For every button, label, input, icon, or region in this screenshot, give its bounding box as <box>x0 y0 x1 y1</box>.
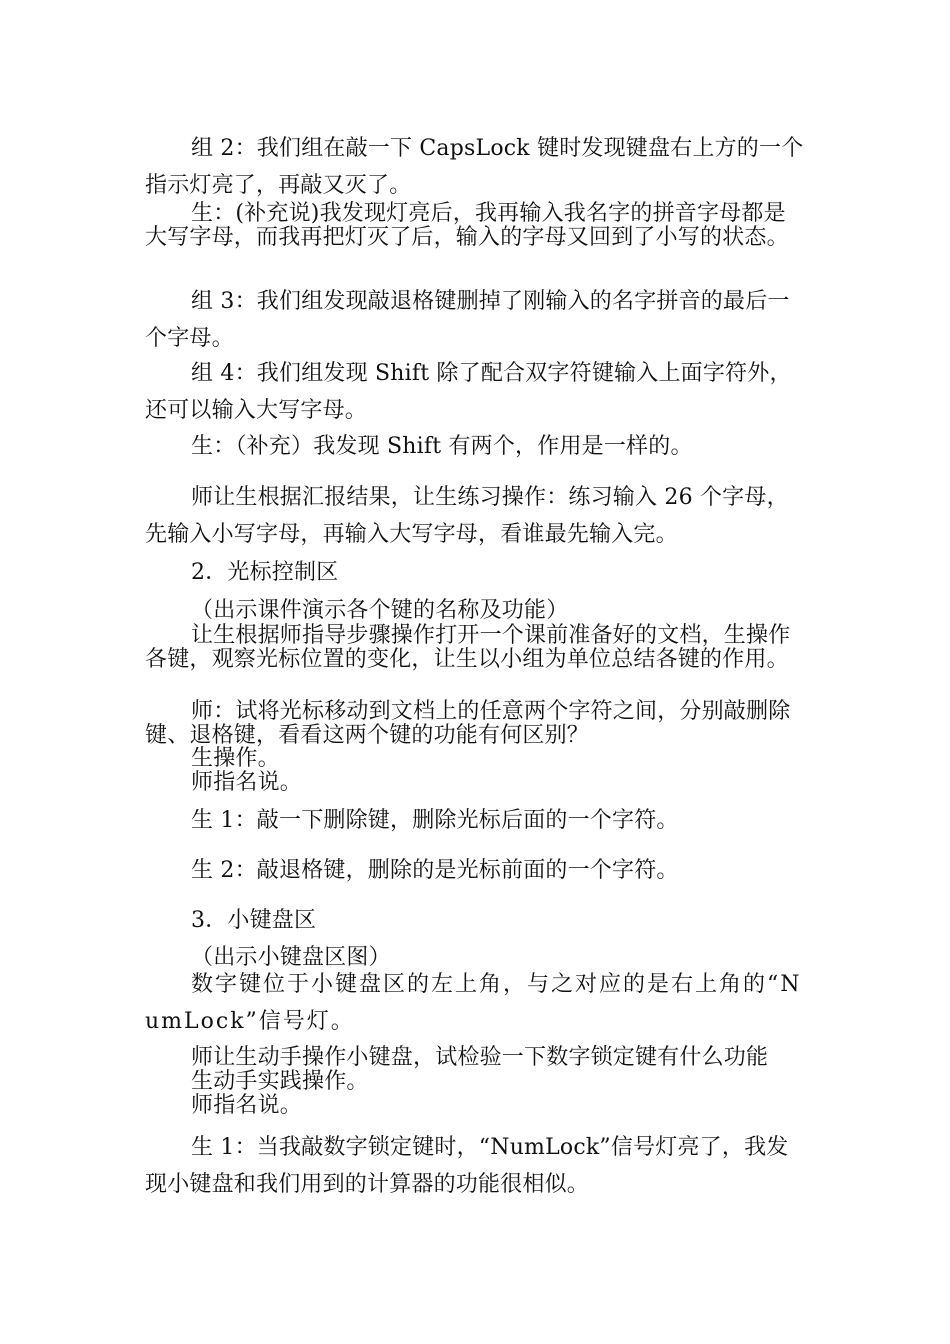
paragraph-student-operate-document: 让生根据师指导步骤操作打开一个课前准备好的文档，生操作各键，观察光标位置的变化，让生以小组为单位总结各键的作用。 <box>145 623 791 672</box>
paragraph-group3-report: 组 3：我们组发现敲退格键删掉了刚输入的名字拼音的最后一个字母。 <box>145 289 790 351</box>
paragraph-student-operate: 生操作。 <box>191 746 280 771</box>
paragraph-student-practice: 生动手实践操作。 <box>191 1069 369 1094</box>
paragraph-student1-numlock: 生 1：当我敲数字锁定键时，“NumLock”信号灯亮了，我发现小键盘和我们用到的计算器的功能很相似。 <box>145 1135 789 1197</box>
paragraph-student-supplement-capslock: 生：(补充说)我发现灯亮后，我再输入我名字的拼音字母都是大写字母，而我再把灯灭了后，输入的字母又回到了小写的状态。 <box>145 201 789 250</box>
paragraph-teacher-practice: 师让生根据汇报结果，让生练习操作：练习输入 26 个字母，先输入小写字母，再输入大写字母，看谁最先输入完。 <box>145 485 789 547</box>
paragraph-show-numpad-image: （出示小键盘区图） <box>191 945 391 970</box>
section-heading-cursor-control: 2．光标控制区 <box>191 560 339 585</box>
paragraph-teacher-calls: 师指名说。 <box>191 770 303 795</box>
section-heading-numpad: 3．小键盘区 <box>191 908 317 933</box>
paragraph-student1-delete: 生 1：敲一下删除键，删除光标后面的一个字符。 <box>191 808 679 833</box>
paragraph-group2-report: 组 2：我们组在敲一下 CapsLock 键时发现键盘右上方的一个指示灯亮了，再敲又灭了。 <box>145 136 804 198</box>
document-page <box>145 0 807 1344</box>
paragraph-student-supplement-shift: 生：（补充）我发现 Shift 有两个，作用是一样的。 <box>191 434 693 459</box>
paragraph-teacher-calls-2: 师指名说。 <box>191 1093 303 1118</box>
paragraph-show-courseware: （出示课件演示各个键的名称及功能） <box>191 598 569 623</box>
paragraph-numlock-description: 数字键位于小键盘区的左上角，与之对应的是右上角的“NumLock”信号灯。 <box>145 972 802 1034</box>
paragraph-group4-report: 组 4：我们组发现 Shift 除了配合双字符键输入上面字符外，还可以输入大写字母。 <box>145 361 792 423</box>
paragraph-teacher-numpad-task: 师让生动手操作小键盘，试检验一下数字锁定键有什么功能 <box>191 1045 769 1070</box>
paragraph-student2-backspace: 生 2：敲退格键，删除的是光标前面的一个字符。 <box>191 858 679 883</box>
paragraph-teacher-question-keys: 师：试将光标移动到文档上的任意两个字符之间，分别敲删除键、退格键，看看这两个键的功能有何区别？ <box>145 699 791 748</box>
